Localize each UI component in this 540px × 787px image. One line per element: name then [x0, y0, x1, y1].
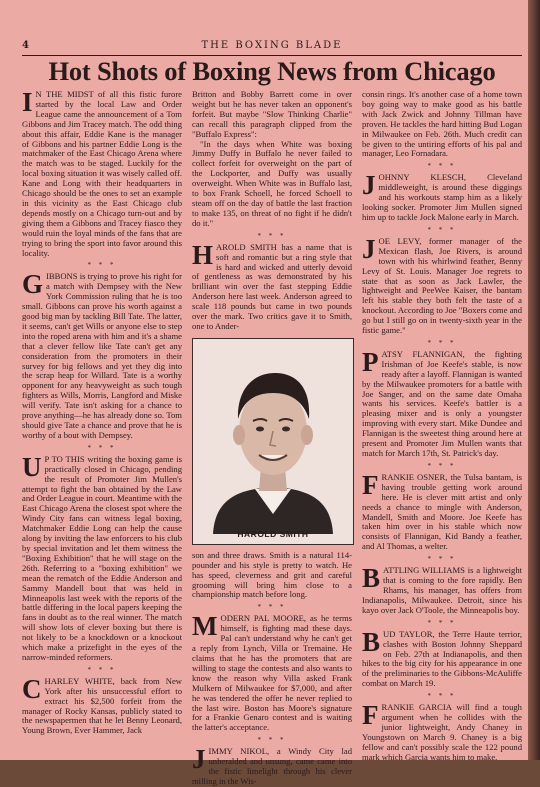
- section-divider: * * *: [87, 665, 117, 674]
- portrait-image: [193, 339, 353, 544]
- section-divider: * * *: [427, 555, 457, 564]
- drop-cap: H: [192, 239, 214, 270]
- paragraph: [22, 451, 182, 663]
- binding-edge: [528, 0, 540, 760]
- paragraph: [22, 673, 182, 736]
- drop-cap: F: [362, 700, 379, 731]
- boxer-photo: [192, 338, 354, 545]
- lead-in: UD TAYLOR,: [383, 628, 435, 639]
- masthead: THE BOXING BLADE: [201, 40, 343, 51]
- drop-cap: J: [362, 170, 376, 201]
- headline: Hot Shots of Boxing News from Chicago: [48, 56, 496, 86]
- paragraph: [22, 269, 182, 440]
- lead-in: OHNNY KLESCH,: [378, 172, 466, 183]
- column-2: [192, 90, 352, 787]
- section-divider: * * *: [257, 231, 287, 240]
- drop-cap: M: [192, 611, 218, 642]
- paragraph: [362, 563, 523, 616]
- lead-in: P TO THIS: [44, 453, 85, 464]
- paragraph-text: writing the boxing game is practically closed in Chicago, pending the result of Promoter Jim Mullen's attempt to fight the ban obtained by the Law and Order League in court. Meantime with the East Chicago Arena the closest spot where the Windy City fans can witness legal boxing, Matchmaker Eddie Long can help the cause along by inviting the law enforcers to his club by special invitation and let them witness the "Boxing Exhibition" that he will stage on the 26th. Referring to a "boxing exhibition" we mean the rematch of the Eddie Anderson and Sammy Mandell bout that was held in Minneapolis last week with the reports of the battle differing in the local papers keeping the fans in doubt as to the real winner. The match will show lots of clever boxing but there is not likely to be a knockdown or a knockout which make a prizefight in the eyes of the narrow-minded reformers.: [22, 453, 182, 662]
- paragraph-text: the Tulsa bantam, is having trouble getting work around here. He is clever mitt artist and only needs a chance to mingle with Anderson, Mandell, Smith and Moore. Joe Keefe has taken him over in his stable which now consists of Flannigan, Kid Bandy a feather, and Al Thomas, a welter.: [362, 471, 523, 552]
- paragraph-text: former manager of the Mexican flash, Joe Rivers, is around town with his whirlwind feather, Benny Levy of St. Louis. Manager Joe regrets to state that as soon as Jack Lawler, the lightweight and PeeWee Kaiser, the bantam left his stable they both felt the taste of a knockout. According to Joe "Boxers come and go but I still go on in twenty-sixth year in the fistic game.": [362, 235, 522, 336]
- column-3: [362, 90, 522, 763]
- section-divider: * * *: [427, 692, 457, 701]
- section-divider: * * *: [87, 261, 117, 270]
- paragraph-text: is trying to prove his right for a match with Dempsey with the New York Commission ruling that he is too small. Gibbons can prove his worth against a good big man by tackling Bill Tate. The latter, it seems, can't get Wills or anyone else to step into the roped arena with him and it's a shame that a clever fellow like Tate can't get any consideration from the promoters in their survey for big fellows and yet they dig into the scrap heap for Willard. Tate is a worthy opponent for any heavyweight as such tough fighters as Wills, Morris, Langford and Miske will verify. Tate isn't asking for a chance to prove anything—he has already done so. Tom should give Tate a chance and prove that he is worthy of a bout with Dempsey.: [22, 271, 182, 440]
- quoted-paragraph: "In the days when White was boxing Jimmy Duffy in Buffalo he never failed to collect forfeit for overweight on the part of the Lockporter, and Duffy was usually overweight. When White was in Buffalo last, to box Frank Schoell, he forced Schoell to steam off on the day of battle the last fraction to make 135, on threat of no fight if he didn't do it.": [192, 138, 352, 228]
- paragraph-text: is a lightweight that is coming to the fore rapidly. Ben Rhams, his manager, has offers from Indianapolis, Milwaukee. Detroit, since his kayo over Jack O'Toole, the Minneapolis boy.: [362, 565, 523, 615]
- drop-cap: B: [362, 626, 381, 657]
- paragraph: [362, 626, 522, 689]
- lead-in: AROLD SMITH: [216, 241, 277, 252]
- paragraph: [362, 700, 522, 762]
- lead-in: N THE MIDST: [35, 89, 94, 99]
- paragraph-text: back from New York after his unsuccessful effort to extract his $2,500 forfeit from the manager of Rocky Kansas, publicly stated to the newspapermen that he let Benny Leonard, Young Brown, Ever Hammer, Jack: [22, 675, 182, 736]
- section-divider: * * *: [257, 603, 287, 612]
- paragraph-text: will find a tough argument when he collides with the junior lightweight, Andy Chaney in Youngstown on March 9. Chaney is a big fellow and can't possibly scale the 122 pound mark which Garcia wants him to make.: [362, 702, 522, 762]
- drop-cap: B: [362, 563, 381, 594]
- page-number: 4: [22, 40, 30, 51]
- paragraph-text: Cleveland middleweight, is around these diggings and his workouts stamp him as a likely looking socker. Promoter Jim Mullen signed him up to tackle Jock Malone early in March.: [362, 172, 522, 222]
- drop-cap: C: [22, 673, 42, 704]
- drop-cap: I: [22, 87, 33, 117]
- lead-in: IBBONS: [46, 271, 78, 282]
- lead-in: HARLEY WHITE,: [44, 675, 115, 686]
- paragraph-text: a Windy City lad unheralded and unsung, came came into the fistic limelight through his clever milling in the Wis-: [192, 746, 352, 786]
- drop-cap: U: [22, 451, 42, 482]
- lead-in: ATSY FLANNIGAN,: [381, 348, 465, 359]
- section-divider: * * *: [427, 162, 457, 171]
- paragraph: [192, 611, 352, 733]
- photo-caption: HAROLD SMITH: [237, 528, 309, 539]
- paragraph-text: consin rings. It's another case of a home town boy going way to make good as his battle with Jack Zwick and Johnny Tillman have proven. He tackles the hard hitting Bud Logan in Milwaukee on Feb. 26th. Much credit can be given to the untiring efforts of his pal and manager, Leo Fornadara.: [362, 89, 522, 159]
- lead-in: OE LEVY,: [378, 235, 422, 246]
- drop-cap: G: [22, 269, 44, 300]
- paragraph-text: the fighting Irishman of Joe Keefe's stable, is now ready after a layoff. Flannigan is wanted by the Milwaukee promoters for a battle with Joe Sanger, and on the same date Omaha wants his services. Keefe's battler is a pleasing mixer and is only a youngster improving with every start. Mike Dundee and Flannigan is the sweetest thing around here at present and Promoter Jim Mullen wants that match for March 17th, St. Patrick's day.: [362, 348, 523, 458]
- paragraph-text: as he terms himself, is fighting mad these days. Pal can't understand why he can't get a reply from Lynch, Villa or Tremaine. He claims that he has the promoters that are willing to stage the contests and also wants to know the reason why Villa asked Frank Mulkern of Milwaukee for $7,000, and after he was tendered the offer he never replied to the last wire. Boston has Moore's signature for a Frankie Genaro contest and is waiting the latter's acceptance.: [192, 613, 352, 733]
- paragraph: [362, 346, 523, 459]
- section-divider: * * *: [87, 443, 117, 452]
- lead-in: IMMY NIKOL,: [208, 746, 270, 757]
- paragraph: [362, 170, 522, 223]
- drop-cap: P: [362, 346, 379, 377]
- paragraph-text: has a name that is soft and romantic but a ring style that is hard and wicked and utterly devoid of gentleness as was demonstrated by his brilliant win over the fast stepping Eddie Anderson here last week. Anderson agreed to scale 118 pounds but came in two pounds over the mark. Two critics gave it to Smith, one to Ander-: [192, 241, 352, 331]
- lead-in: RANKIE OSNER,: [381, 471, 448, 482]
- drop-cap: J: [362, 233, 376, 264]
- lead-in: ATTLING WILLIAMS: [383, 565, 465, 576]
- drop-cap: J: [192, 744, 206, 775]
- section-divider: * * *: [427, 225, 457, 234]
- section-divider: * * *: [257, 736, 287, 745]
- paragraph: [22, 87, 182, 258]
- paragraph: [192, 239, 352, 332]
- drop-cap: F: [362, 469, 379, 500]
- page-header: [22, 40, 522, 54]
- paragraph-text: son and three draws. Smith is a natural 114-pounder and his style is pretty to watch. He has speed, cleverness and grit and careful grooming will bring him close to a championship match before long.: [192, 549, 352, 600]
- paragraph: [362, 469, 523, 552]
- paragraph: [362, 233, 522, 336]
- paragraph-text: Britton and Bobby Barrett come in over weight but he has never taken an opponent's forfeit. But maybe "Slow Thinking Charlie" can recall this paragraph clipped from the "Buffalo Express":: [192, 89, 352, 139]
- section-divider: * * *: [427, 461, 457, 470]
- section-divider: * * *: [427, 338, 457, 347]
- lead-in: RANKIE GARCIA: [381, 702, 452, 713]
- column-1: [22, 87, 182, 736]
- lead-in: ODERN PAL MOORE,: [220, 613, 307, 624]
- section-divider: * * *: [427, 618, 457, 627]
- paragraph: [192, 744, 352, 787]
- paragraph-text: of all this fistic furore started by the local Law and Order League came the announcement of a Tom Gibbons and Jim Tracey match. The odd thing about this affair, Eddie Kane is the manager of Gibbons and his partner Eddie Long is the matchmaker of the East Chicago Arena where the match was to be staged. Luckily for the local boxing situation it was wisely called off. Kane and Long with their headquarters in Chicago should be the ones to set an example in this vicinity as the East Chicago club depends mostly on a Chicago turn-out and by giving them a Gibbons and Tracey fiasco they would ruin the loyal minds of the fans that are trying to bring the sport into favor around this locality.: [22, 89, 182, 258]
- paragraph-text: the Terre Haute terrior, clashes with Boston Johnny Sheppard on Feb. 27th at Indianapolis, and then hikes to the big city for his appearance in one of the preliminaries to the Gibbons-McAuliffe combat on March 19.: [362, 628, 522, 689]
